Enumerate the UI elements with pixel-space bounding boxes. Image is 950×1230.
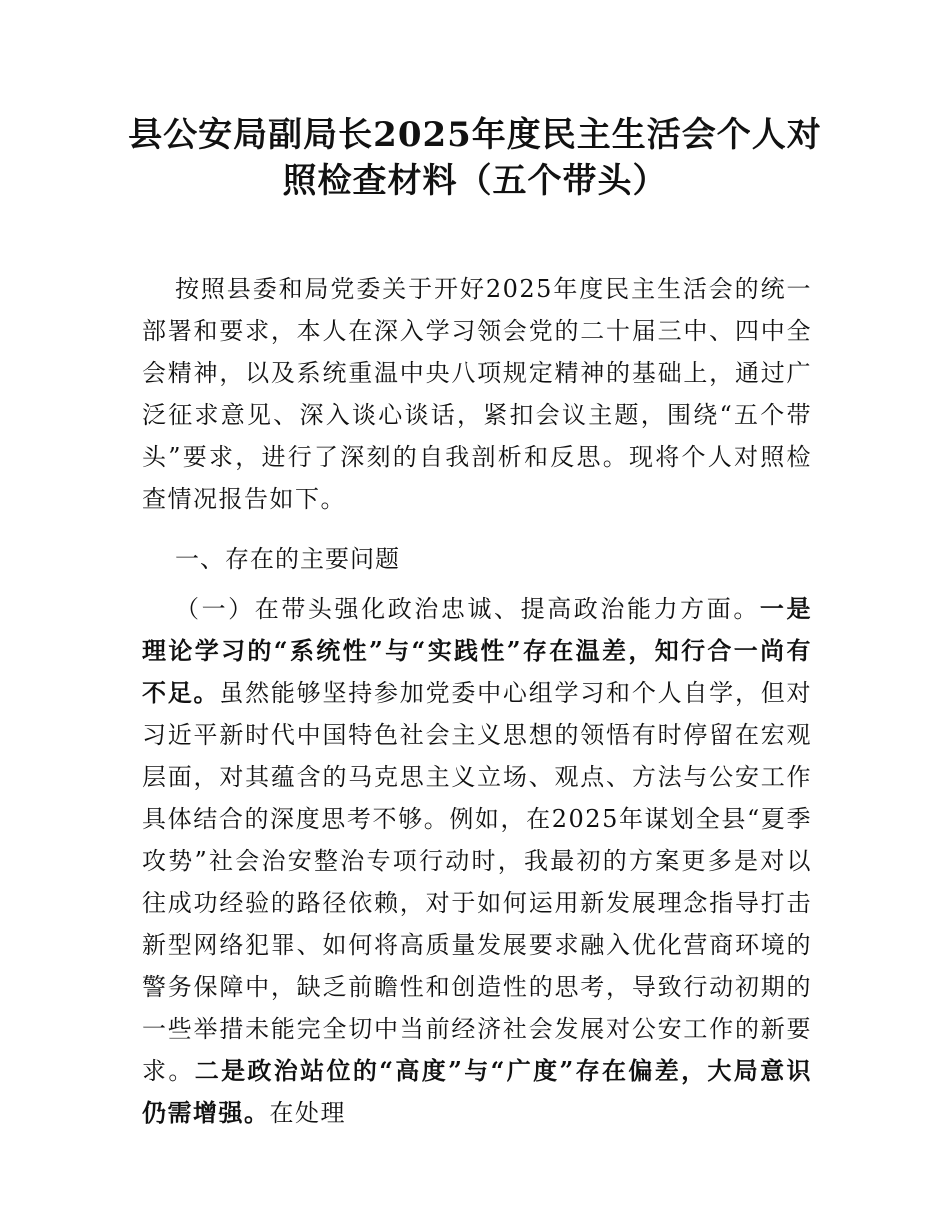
point-one-bold: 一是理论学习的“系统性”与“实践性”存在温差，知行合一尚有不足。 — [142, 594, 813, 707]
point-two-text: 在处理 — [269, 1099, 346, 1127]
section-heading-problems: 一、存在的主要问题 — [175, 545, 400, 573]
document-title-line-1: 县公安局副局长2025年度民主生活会个人对 — [128, 115, 822, 155]
paragraph-lead: （一）在带头强化政治忠诚、提高政治能力方面。 — [175, 595, 760, 623]
point-one-text: 虽然能够坚持参加党委中心组学习和个人自学，但对习近平新时代中国特色社会主义思想的领悟有时停留在宏观层面，对其蕴含的马克思主义立场、观点、方法与公安工作具体结合的深度思考不够。例如，在2025年谋划全县“夏季攻势”社会治安整治专项行动时，我最初的方案更多是对以往成功经验的路径依赖，对于如何运用新发展理念指导打击新型网络犯罪、如何将高质量发展要求融入优化营商环境的警务保障中，缺乏前瞻性和创造性的思考，导致行动初期的一些举措未能完全切中当前经济社会发展对公安工作的新要求。 — [142, 679, 813, 1085]
point-two-bold: 二是政治站位的“高度”与“广度”存在偏差，大局意识仍需增强。 — [142, 1056, 813, 1127]
document-title-line-2: 照检查材料（五个带头） — [282, 161, 668, 201]
intro-paragraph: 按照县委和局党委关于开好2025年度民主生活会的统一部署和要求，本人在深入学习领会党的二十届三中、四中全会精神，以及系统重温中央八项规定精神的基础上，通过广泛征求意见、深入谈心谈话，紧扣会议主题，围绕“五个带头”要求，进行了深刻的自我剖析和反思。现将个人对照检查情况报告如下。 — [142, 275, 812, 513]
problem-paragraph-1 — [142, 588, 812, 1134]
